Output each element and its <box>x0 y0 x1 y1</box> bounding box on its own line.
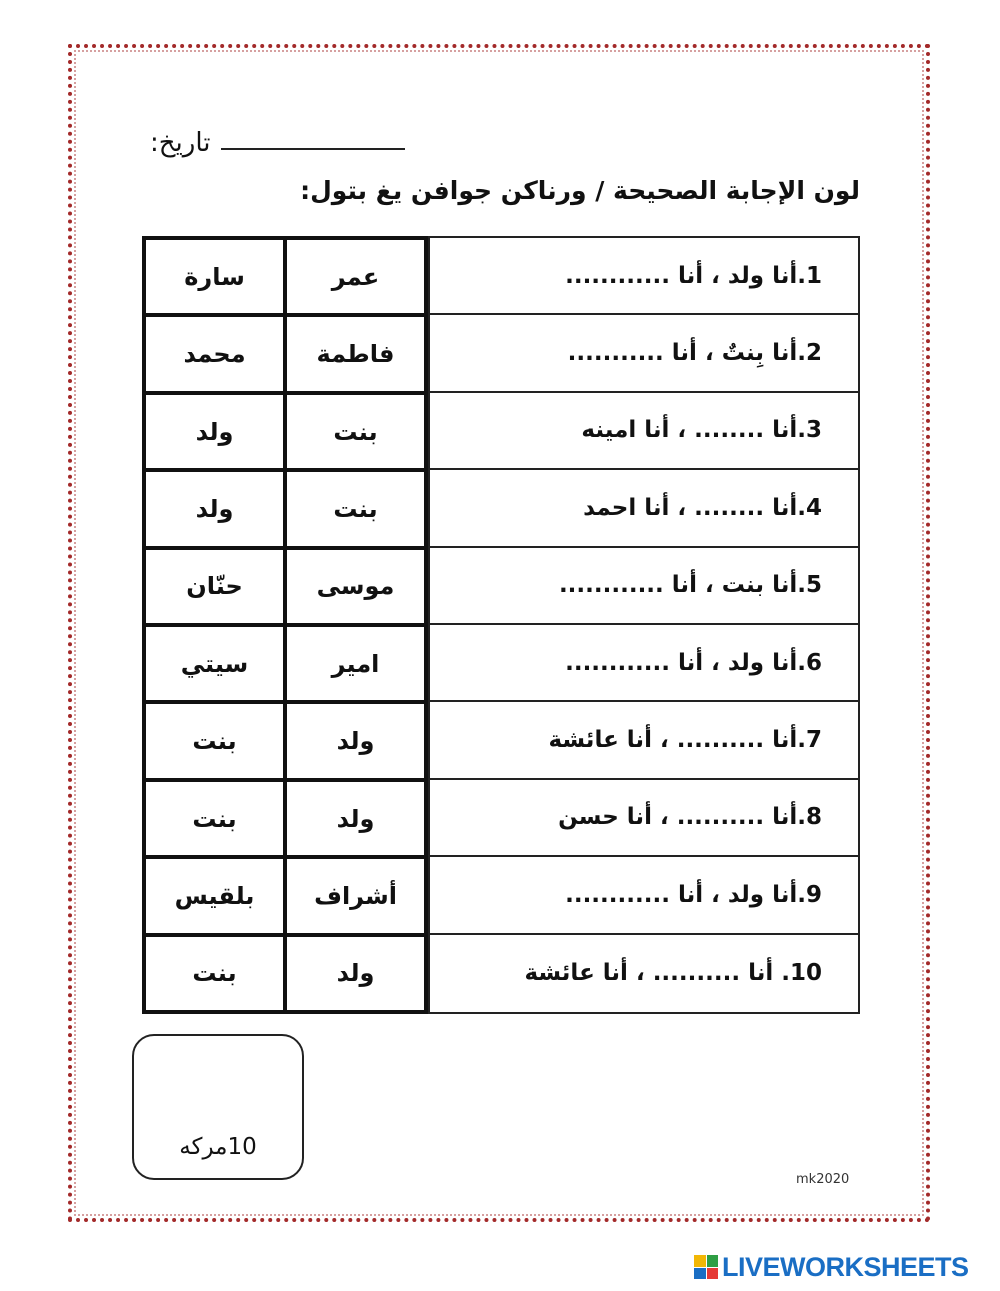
answer-option-right[interactable]: امير <box>331 649 380 678</box>
answer-option-left[interactable]: بنت <box>146 782 287 855</box>
answer-option-left[interactable]: بنت <box>146 704 287 777</box>
question-text: 7.أنا .......... ، أنا عائشة <box>548 727 822 754</box>
logo-square <box>707 1268 719 1280</box>
exercise-table <box>142 236 860 1014</box>
question-row <box>430 625 858 702</box>
worksheet-code: mk2020 <box>796 1172 850 1187</box>
logo-icon <box>694 1255 718 1279</box>
answer-option-right[interactable]: أشراف <box>314 881 397 910</box>
question-text: 1.أنا ولد ، أنا ............ <box>565 262 822 289</box>
question-row <box>430 780 858 857</box>
question-text: 5.أنا بنت ، أنا ............ <box>558 572 822 599</box>
logo-square <box>694 1255 706 1267</box>
instruction-text: لون الإجابة الصحيحة / ورناكن جوافن يغ بتول: <box>300 176 860 205</box>
answer-row <box>146 937 424 1010</box>
answer-option-right[interactable]: عمر <box>331 262 380 291</box>
date-field <box>150 118 405 158</box>
answer-row <box>146 550 424 627</box>
question-row <box>430 315 858 392</box>
answer-row <box>146 240 424 317</box>
answer-row <box>146 782 424 859</box>
question-text: 3.أنا ........ ، أنا امينه <box>581 417 822 444</box>
answer-row <box>146 317 424 394</box>
questions-column <box>428 236 860 1014</box>
answer-option-right[interactable]: بنت <box>333 417 378 446</box>
question-text: 6.أنا ولد ، أنا ............ <box>565 649 822 676</box>
answer-option-left[interactable]: بلقيس <box>146 859 287 932</box>
liveworksheets-logo <box>694 1252 969 1282</box>
answer-option-right[interactable]: موسى <box>316 572 395 601</box>
question-text: 10. أنا .......... ، أنا عائشة <box>524 960 822 987</box>
question-row <box>430 935 858 1012</box>
logo-square <box>694 1268 706 1280</box>
answer-row <box>146 395 424 472</box>
logo-square <box>707 1255 719 1267</box>
score-label: 10مركه <box>179 1134 257 1160</box>
brand-name: LIVEWORKSHEETS <box>722 1251 969 1282</box>
answer-option-left[interactable]: سارة <box>146 240 287 313</box>
answer-option-right[interactable]: ولد <box>336 727 375 756</box>
answer-row <box>146 472 424 549</box>
question-text: 4.أنا ........ ، أنا احمد <box>583 494 822 521</box>
answer-row <box>146 627 424 704</box>
date-label: تاريخ: <box>150 128 211 158</box>
question-row <box>430 702 858 779</box>
answer-option-left[interactable]: محمد <box>146 317 287 390</box>
answer-option-left[interactable]: حنّان <box>146 550 287 623</box>
answer-option-right[interactable]: فاطمة <box>316 340 395 369</box>
question-text: 8.أنا .......... ، أنا حسن <box>558 804 822 831</box>
answer-option-left[interactable]: ولد <box>146 395 287 468</box>
answer-row <box>146 859 424 936</box>
date-blank-line[interactable] <box>221 142 406 150</box>
question-row <box>430 857 858 934</box>
answer-option-right[interactable]: بنت <box>333 494 378 523</box>
answer-option-right[interactable]: ولد <box>336 804 375 833</box>
question-text: 2.أنا بِنتٌ ، أنا ........... <box>567 340 822 367</box>
answer-option-right[interactable]: ولد <box>336 959 375 988</box>
answer-row <box>146 704 424 781</box>
answer-option-left[interactable]: ولد <box>146 472 287 545</box>
question-row <box>430 393 858 470</box>
score-box <box>132 1034 304 1180</box>
answer-option-left[interactable]: سيتي <box>146 627 287 700</box>
question-row <box>430 238 858 315</box>
question-row <box>430 470 858 547</box>
answers-column <box>142 236 428 1014</box>
question-row <box>430 548 858 625</box>
question-text: 9.أنا ولد ، أنا ............ <box>565 881 822 908</box>
answer-option-left[interactable]: بنت <box>146 937 287 1010</box>
